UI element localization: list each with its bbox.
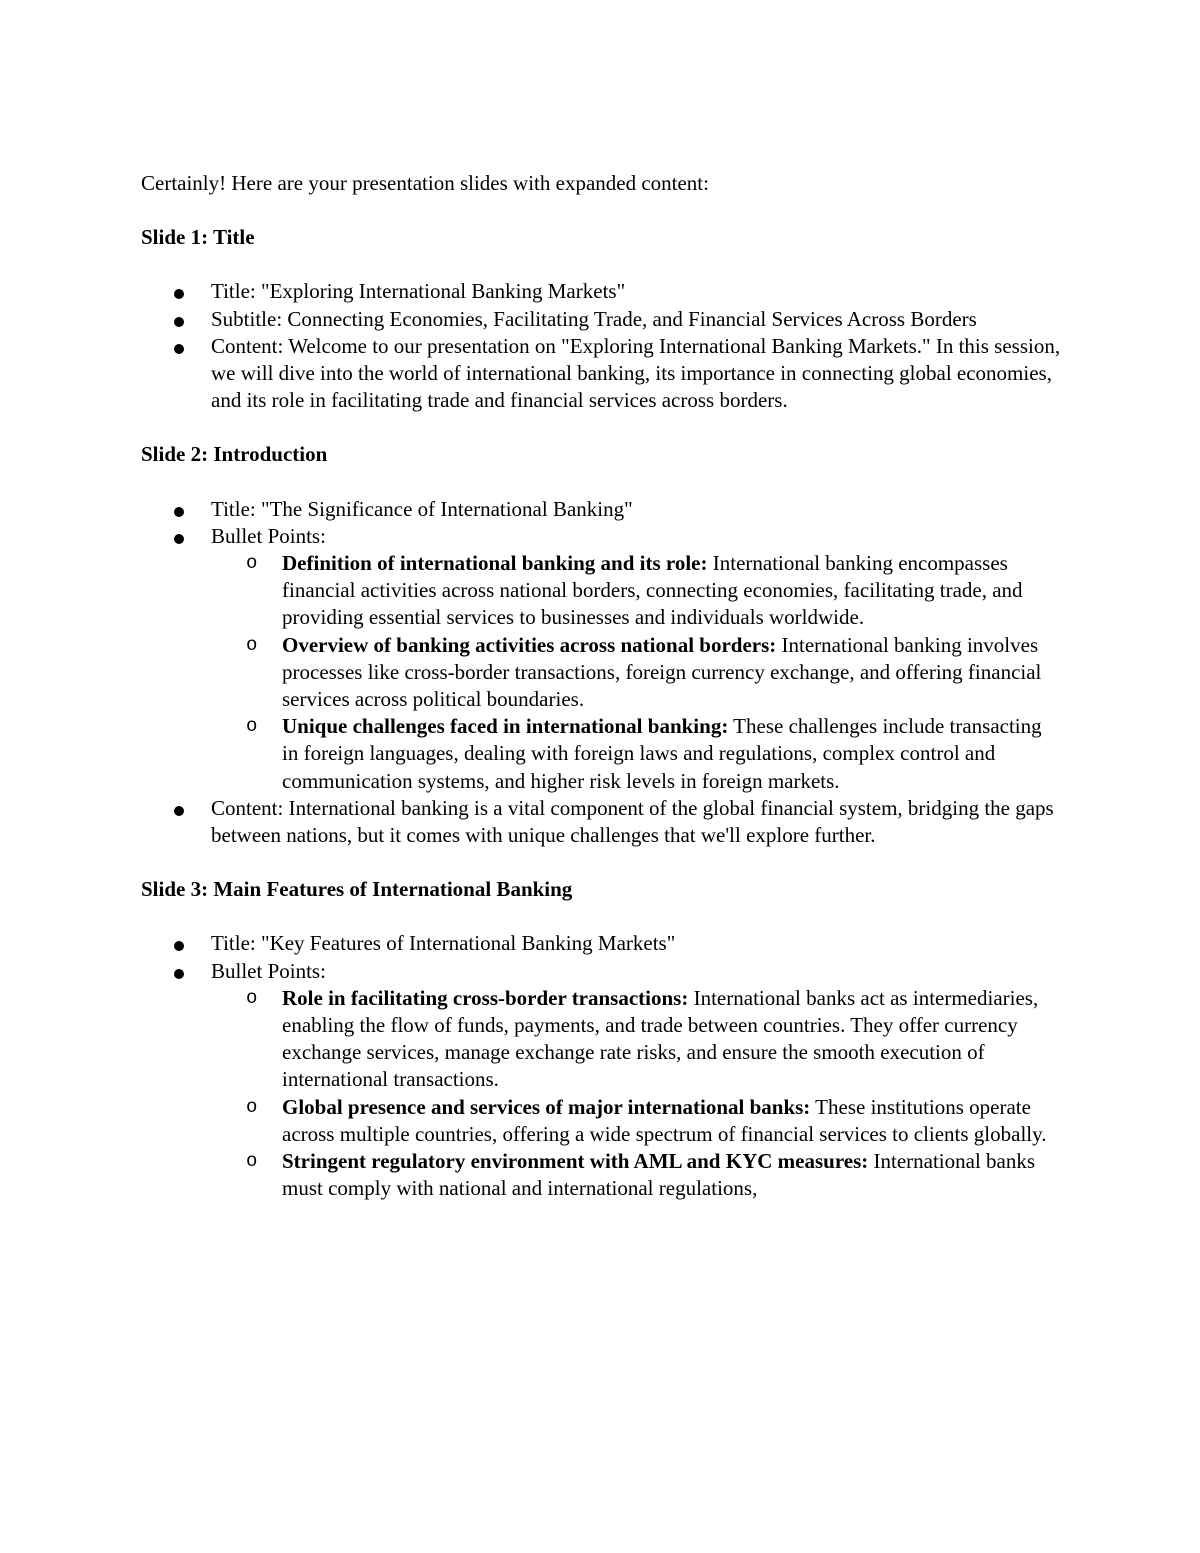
sublist-item-term: Overview of banking activities across national borders:	[282, 632, 777, 657]
sublist-item	[211, 1094, 1061, 1148]
slide-1-list	[141, 278, 1061, 414]
list-item	[141, 306, 1061, 333]
slide-3-heading: Slide 3: Main Features of International Banking	[141, 877, 573, 902]
list-item	[141, 496, 1061, 523]
list-item	[141, 278, 1061, 305]
list-item	[141, 795, 1061, 849]
bullet-icon	[174, 317, 184, 327]
bullet-icon	[174, 806, 184, 816]
sublist-item	[211, 985, 1061, 1094]
slide-2-list	[141, 496, 1061, 850]
sublist-item-term: Unique challenges faced in international banking:	[282, 714, 729, 739]
sublist-item	[211, 1148, 1061, 1202]
slide-2-sublist	[211, 550, 1061, 795]
sublist-item-text: International banks must comply with national and international regulations,	[282, 1149, 1036, 1201]
list-item	[141, 930, 1061, 957]
slide-1-heading: Slide 1: Title	[141, 225, 255, 250]
document-body	[141, 170, 1061, 1230]
list-item-text: Subtitle: Connecting Economies, Facilitating Trade, and Financial Services Across Borders	[211, 306, 977, 331]
list-item-text: Bullet Points:	[211, 523, 326, 548]
circle-bullet-icon: o	[246, 552, 258, 575]
sublist-item-text: International banking encompasses financial activities across national borders, connecting economies, facilitating trade, and providing essential services to businesses and individuals worldwide.	[282, 551, 1023, 630]
sublist-item-term: Role in facilitating cross-border transactions:	[282, 985, 689, 1010]
list-item	[141, 333, 1061, 415]
sublist-item-text: These challenges include transacting in foreign languages, dealing with foreign laws and regulations, complex control and communication systems, and higher risk levels in foreign markets.	[282, 714, 1042, 793]
bullet-icon	[174, 941, 184, 951]
sublist-item-text: These institutions operate across multiple countries, offering a wide spectrum of financial services to clients globally.	[282, 1094, 1047, 1146]
list-item-text: Content: International banking is a vital component of the global financial system, bridging the gaps between nations, but it comes with unique challenges that we'll explore further.	[211, 795, 1054, 848]
bullet-icon	[174, 534, 184, 544]
bullet-icon	[174, 969, 184, 979]
circle-bullet-icon: o	[246, 1150, 258, 1173]
sublist-item	[211, 632, 1061, 714]
sublist-item-text: International banks act as intermediaries, enabling the flow of funds, payments, and trade between countries. They offer currency exchange services, manage exchange rate risks, and ensure the smooth execution of international transactions.	[282, 985, 1039, 1092]
circle-bullet-icon: o	[246, 986, 258, 1009]
bullet-icon	[174, 507, 184, 517]
slide-2-heading: Slide 2: Introduction	[141, 442, 328, 467]
sublist-item-text: International banking involves processes like cross-border transactions, foreign currency exchange, and offering financial services across political boundaries.	[282, 632, 1042, 712]
circle-bullet-icon: o	[246, 1095, 258, 1118]
list-item-text: Title: "Key Features of International Banking Markets"	[211, 931, 676, 956]
list-item	[141, 958, 1061, 1203]
sublist-item-term: Definition of international banking and its role:	[282, 551, 708, 576]
bullet-icon	[174, 289, 184, 299]
sublist-item	[211, 550, 1061, 632]
circle-bullet-icon: o	[246, 633, 258, 656]
list-item-text: Title: "The Significance of International Banking"	[211, 496, 633, 521]
list-item-text: Bullet Points:	[211, 958, 326, 983]
sublist-item-term: Stringent regulatory environment with AML and KYC measures:	[282, 1149, 869, 1174]
intro-text: Certainly! Here are your presentation slides with expanded content:	[141, 171, 709, 195]
list-item	[141, 523, 1061, 795]
sublist-item-term: Global presence and services of major international banks:	[282, 1094, 811, 1119]
circle-bullet-icon: o	[246, 715, 258, 738]
slide-3-sublist	[211, 985, 1061, 1203]
sublist-item	[211, 713, 1061, 795]
list-item-text: Content: Welcome to our presentation on "Exploring International Banking Markets." In this session, we will dive into the world of international banking, its importance in connecting global economies, and its role in facilitating trade and financial services across borders.	[211, 333, 1061, 413]
slide-3-list	[141, 930, 1061, 1202]
bullet-icon	[174, 344, 184, 354]
list-item-text: Title: "Exploring International Banking Markets"	[211, 279, 626, 304]
